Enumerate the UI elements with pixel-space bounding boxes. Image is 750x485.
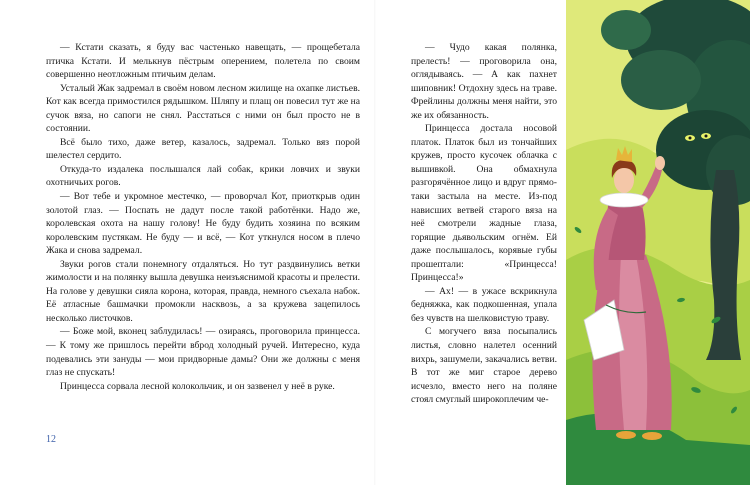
- princess-illustration: [566, 0, 750, 485]
- paragraph: Принцесса достала носовой платок. Платок был из тончайших кружев, просто кусочек облачка с вышивкой. Она обмахнула разгорячённое лицо и вдруг прямо-таки застыла на месте. Из-под нависших ветвей старого вяза на неё смотрели жадные глаза, горящие дьявольским огнём. Ей даже послышалось, корявые губы прошептали: «Принцесса! Принцесса!»: [411, 123, 557, 284]
- paragraph: Принцесса сорвала лесной колокольчик, и он зазвенел у неё в руке.: [60, 380, 335, 392]
- right-page-text: [411, 41, 557, 407]
- paragraph: — Чудо какая полянка, прелесть! — проговорила она, оглядываясь. — А как пахнет шиповник! Отдохну здесь на траве. Фрейлины должны меня найти, это же их обязанность.: [411, 42, 557, 121]
- paragraph: — Вот тебе и укромное местечко, — проворчал Кот, приоткрыв один золотой глаз. — Поспать не дадут после такой работёнки. Надо же, королевская охота на нашу голову! Не буду будить хозяина по всяким королевским пустякам. Не буду — и всё, — Кот уткнулся носом в плечо Жака и снова задремал.: [46, 191, 360, 257]
- page-number: 12: [46, 434, 56, 445]
- paragraph: — Ах! — в ужасе вскрикнула бедняжка, как подкошенная, упала без чувств на шелковистую траву.: [411, 285, 557, 324]
- paragraph: Усталый Жак задремал в своём новом лесном жилище на охапке листьев. Кот как всегда примостился рядышком. Шляпу и плащ он повесил тут же на сучок вяза, но сапоги не снял. Расстаться с ними он был просто не в состоянии.: [46, 82, 360, 135]
- paragraph: — Боже мой, вконец заблудилась! — озираясь, проговорила принцесса. — К тому же пришлось перейти вброд холодный ручей. Интересно, куда подевались эти зануды — мои придворные дамы? Они же должны с меня глаз не спускать!: [46, 326, 360, 379]
- paragraph: Всё было тихо, даже ветер, казалось, задремал. Только вяз порой шелестел сердито.: [46, 136, 360, 162]
- left-page-text: [46, 41, 360, 393]
- paragraph: Звуки рогов стали понемногу отдаляться. Но тут раздвинулись ветки жимолости и на полянку вышла девушка неизъяснимой красоты и прелести. На голове у девушки сияла корона, которая, правда, немного съехала набок. Её атласные башмачки промокли насквозь, а за кружева зацепилось несколько листочков.: [46, 258, 360, 324]
- paragraph: Откуда-то издалека послышался лай собак, крики ловчих и звуки охотничьих рогов.: [46, 163, 360, 189]
- paragraph: — Кстати сказать, я буду вас частенько навещать, — прощебетала птичка Кстати. И мелькнув пёстрым оперением, полетела по своим совершенно неотложным птичьим делам.: [46, 42, 360, 81]
- paragraph: С могучего вяза посыпались листья, словно налетел осенний вихрь, зашумели, закачались ветви. В тот же миг старое дерево исчезло, вместо него на поляне стоял смуглый широкоплечим че-: [411, 326, 557, 406]
- page-gutter-shadow: [374, 0, 376, 485]
